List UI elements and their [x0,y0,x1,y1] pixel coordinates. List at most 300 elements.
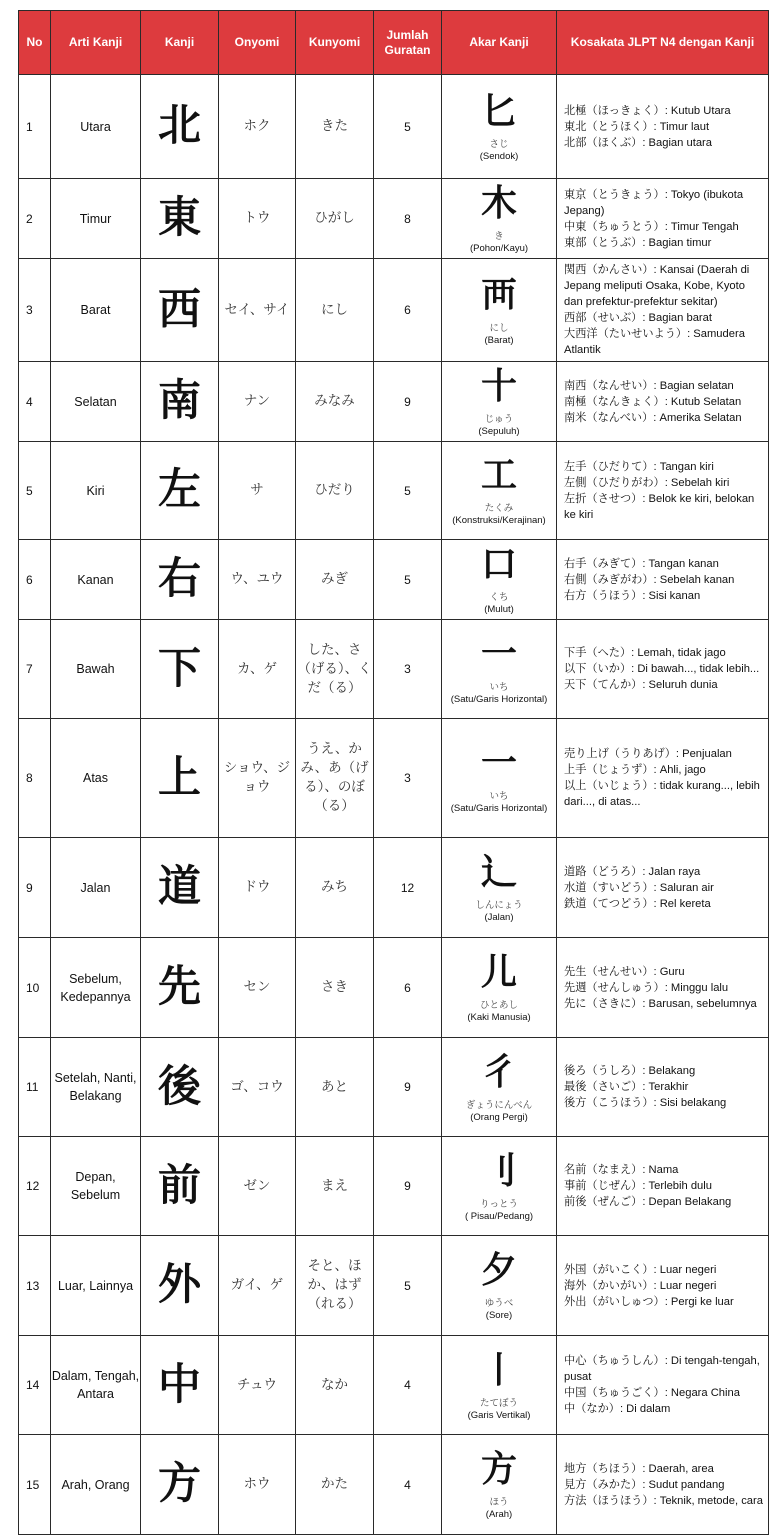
radical-cell [442,719,557,838]
vocab-item [564,677,764,693]
vocab-word: 以上（いじょう） [564,779,654,792]
stroke-count: 3 [374,719,442,838]
vocab-cell [557,838,769,938]
kanji-character: 左 [141,442,219,540]
kunyomi-reading: ひだり [296,442,374,540]
vocab-item [564,103,764,119]
kunyomi-reading: みち [296,838,374,938]
radical-reading: ほう [489,1497,509,1508]
kanji-table [18,10,769,1535]
row-number: 2 [19,179,51,259]
radical-character: 辶 [480,852,517,893]
vocab-word: 道路（どうろ） [564,864,643,878]
vocab-meaning: : Tangan kanan [642,557,719,570]
radical-character: 口 [480,544,517,585]
vocab-meaning: : Barusan, sebelumnya [642,997,757,1010]
radical-reading: りっとう [479,1198,518,1210]
stroke-count: 4 [374,1336,442,1435]
row-number: 8 [19,719,51,838]
vocab-item [564,896,764,912]
vocab-item [564,1095,764,1111]
vocab-meaning: : Belakang [642,1065,696,1077]
radical-cell [442,620,557,719]
radical-cell [442,259,557,362]
kanji-character: 東 [141,179,219,259]
header-kanji: Kanji [141,11,219,75]
kanji-meaning: Luar, Lainnya [51,1236,141,1336]
vocab-item [564,1079,764,1095]
kanji-meaning: Selatan [51,362,141,442]
radical-cell [442,362,557,442]
vocab-item [564,135,764,151]
row-number: 9 [19,838,51,938]
kanji-meaning: Timur [51,179,141,259]
row-number: 12 [19,1137,51,1236]
vocab-item [564,394,764,410]
vocab-item [564,1063,764,1079]
onyomi-reading: サ [219,442,296,540]
row-number: 1 [19,75,51,179]
vocab-item [564,310,764,326]
vocab-word: 方法（ほうほう） [564,1493,654,1507]
radical-cell [442,179,557,259]
row-number: 4 [19,362,51,442]
radical-reading: いち [489,790,509,802]
radical-meaning: (Sepuluh) [478,426,520,437]
radical-meaning: (Mulut) [484,604,514,615]
vocab-meaning: : Minggu lalu [664,981,729,994]
vocab-cell [557,442,769,540]
vocab-cell [557,1137,769,1236]
kanji-meaning: Arah, Orang [51,1435,141,1535]
vocab-word: 先週（せんしゅう） [564,980,665,994]
vocab-meaning: : Sebelah kiri [664,476,730,489]
radical-meaning: (Arah) [485,1509,513,1520]
vocab-cell [557,1236,769,1336]
table-body [19,75,769,1535]
radical-reading: たくみ [484,503,514,514]
kanji-meaning: Kiri [51,442,141,540]
table-row [19,1435,769,1535]
vocab-meaning: : Seluruh dunia [642,679,718,691]
radical-meaning: (Jalan) [484,912,514,923]
vocab-item [564,880,764,896]
radical-meaning: (Garis Vertikal) [467,1409,531,1421]
vocab-meaning: : Bagian utara [642,136,712,149]
vocab-meaning: : Kansai (Daerah di Jepang meliputi Osaka, Kobe, Kyoto dan prefektur-prefektur sekitar) [564,264,750,308]
vocab-word: 左側（ひだりがわ） [564,475,665,489]
vocab-item [564,410,764,426]
onyomi-reading: ホク [219,75,296,179]
vocab-item [564,588,764,604]
vocab-meaning: : Ahli, jago [653,764,706,776]
kanji-character: 南 [141,362,219,442]
radical-reading: ゆうべ [484,1298,514,1309]
header-no: No [19,11,51,75]
header-akar: Akar Kanji [442,11,557,75]
radical-meaning: (Orang Pergi) [470,1111,528,1123]
vocab-meaning: : Kutub Selatan [664,395,742,408]
vocab-word: 右方（うほう） [564,588,643,602]
vocab-word: 前後（ぜんご） [564,1195,643,1208]
radical-reading: き [494,231,504,242]
vocab-meaning: : Bagian timur [642,236,712,249]
table-row [19,259,769,362]
vocab-word: 左折（させつ） [564,491,643,505]
radical-character: 匕 [480,91,517,132]
vocab-word: 名前（なまえ） [564,1163,643,1176]
kanji-meaning: Setelah, Nanti, Belakang [51,1038,141,1137]
table-row [19,75,769,179]
vocab-cell [557,362,769,442]
row-number: 10 [19,938,51,1038]
vocab-meaning: : Kutub Utara [664,104,731,117]
vocab-word: 中心（ちゅうしん） [564,1354,665,1367]
kunyomi-reading: みなみ [296,362,374,442]
vocab-meaning: : Samudera Atlantik [564,328,745,356]
vocab-word: 右手（みぎて） [564,556,643,570]
radical-meaning: ( Pisau/Pedang) [464,1210,534,1222]
vocab-item [564,645,764,661]
stroke-count: 5 [374,1236,442,1336]
kanji-character: 外 [141,1236,219,1336]
vocab-meaning: : Luar negeri [653,1263,717,1276]
vocab-word: 最後（さいご） [564,1080,643,1093]
radical-character: 彳 [480,1051,517,1093]
vocab-word: 水道（すいどう） [564,880,654,894]
radical-cell [442,540,557,620]
vocab-item [564,1162,764,1178]
kunyomi-reading: まえ [296,1137,374,1236]
radical-reading: ひとあし [479,1000,518,1011]
onyomi-reading: ショウ、ジョウ [219,719,296,838]
row-number: 5 [19,442,51,540]
vocab-item [564,119,764,135]
radical-cell [442,1137,557,1236]
vocab-word: 鉄道（てつどう） [564,896,654,910]
vocab-word: 北部（ほくぶ） [564,135,643,149]
vocab-word: 東北（とうほく） [564,119,654,133]
kanji-character: 後 [141,1038,219,1137]
kanji-character: 前 [141,1137,219,1236]
kanji-character: 先 [141,938,219,1038]
vocab-word: 地方（ちほう） [564,1461,643,1475]
radical-meaning: (Konstruksi/Kerajinan) [452,515,546,526]
onyomi-reading: ウ、ユウ [219,540,296,620]
kunyomi-reading: そと、ほか、はず（れる） [296,1236,374,1336]
vocab-item [564,235,764,251]
radical-character: 刂 [480,1150,517,1192]
radical-meaning: (Barat) [484,334,514,346]
vocab-item [564,1194,764,1210]
vocab-meaning: : Jalan raya [642,865,701,878]
vocab-meaning: : Luar negeri [653,1279,717,1292]
kanji-character: 中 [141,1336,219,1435]
vocab-meaning: : Bagian selatan [653,379,734,392]
row-number: 13 [19,1236,51,1336]
vocab-word: 事前（じぜん） [564,1179,643,1192]
vocab-meaning: : Guru [653,965,685,978]
table-row [19,442,769,540]
stroke-count: 5 [374,75,442,179]
radical-meaning: (Kaki Manusia) [467,1012,531,1023]
vocab-item [564,556,764,572]
kunyomi-reading: した、さ（げる）、くだ（る） [296,620,374,719]
vocab-meaning: : Timur Tengah [664,220,739,233]
vocab-meaning: : Terlebih dulu [642,1180,712,1192]
onyomi-reading: トウ [219,179,296,259]
vocab-item [564,778,764,810]
vocab-item [564,1461,764,1477]
stroke-count: 9 [374,362,442,442]
vocab-item [564,459,764,475]
vocab-meaning: : Terakhir [642,1081,689,1093]
radical-cell [442,1336,557,1435]
table-row [19,838,769,938]
radical-character: 十 [480,366,517,407]
vocab-cell [557,719,769,838]
kanji-meaning: Kanan [51,540,141,620]
radical-reading: ぎょうにんべん [465,1099,533,1111]
stroke-count: 12 [374,838,442,938]
vocab-word: 中（なか） [564,1402,620,1415]
onyomi-reading: ナン [219,362,296,442]
kanji-meaning: Sebelum, Kedepannya [51,938,141,1038]
radical-cell [442,442,557,540]
vocab-meaning: : Teknik, metode, cara [653,1494,763,1507]
vocab-word: 海外（かいがい） [564,1278,654,1292]
vocab-item [564,762,764,778]
vocab-word: 後方（こうほう） [564,1096,654,1109]
vocab-item [564,746,764,762]
vocab-word: 中国（ちゅうごく） [564,1386,665,1399]
vocab-cell [557,620,769,719]
vocab-word: 南西（なんせい） [564,378,654,392]
radical-meaning: (Pohon/Kayu) [469,243,529,254]
onyomi-reading: ドウ [219,838,296,938]
vocab-word: 下手（へた） [564,646,632,659]
kunyomi-reading: なか [296,1336,374,1435]
stroke-count: 9 [374,1038,442,1137]
vocab-item [564,980,764,996]
vocab-meaning: : Di dalam [619,1403,671,1415]
radical-cell [442,1236,557,1336]
vocab-item [564,187,764,219]
onyomi-reading: セン [219,938,296,1038]
radical-meaning: (Satu/Garis Horizontal) [450,693,548,705]
table-row [19,620,769,719]
vocab-cell [557,540,769,620]
vocab-meaning: : Penjualan [675,748,732,760]
radical-cell [442,75,557,179]
header-kunyomi: Kunyomi [296,11,374,75]
radical-character: 夕 [480,1250,517,1291]
vocab-item [564,996,764,1012]
vocab-item [564,1278,764,1294]
table-row [19,1137,769,1236]
table-row [19,1336,769,1435]
vocab-meaning: : Saluran air [653,881,714,894]
vocab-meaning: : Timur laut [653,120,710,133]
vocab-item [564,964,764,980]
kanji-character: 方 [141,1435,219,1535]
table-row [19,719,769,838]
radical-character: 方 [480,1449,517,1490]
onyomi-reading: ゴ、コウ [219,1038,296,1137]
vocab-item [564,1294,764,1310]
kanji-character: 西 [141,259,219,362]
radical-cell [442,1038,557,1137]
kanji-meaning: Utara [51,75,141,179]
vocab-cell [557,1038,769,1137]
stroke-count: 9 [374,1137,442,1236]
header-row [19,11,769,75]
stroke-count: 3 [374,620,442,719]
vocab-word: 以下（いか） [564,662,632,675]
vocab-item [564,475,764,491]
radical-reading: くち [489,592,509,603]
kanji-meaning: Bawah [51,620,141,719]
vocab-word: 天下（てんか） [564,678,643,691]
vocab-meaning: : Daerah, area [642,1462,714,1475]
vocab-meaning: : Nama [642,1164,679,1176]
kunyomi-reading: さき [296,938,374,1038]
vocab-meaning: : Di tengah-tengah, pusat [564,1355,760,1383]
radical-character: 工 [480,455,517,496]
vocab-cell [557,1435,769,1535]
vocab-item [564,378,764,394]
vocab-meaning: : Amerika Selatan [653,411,742,424]
kanji-meaning: Barat [51,259,141,362]
vocab-item [564,1178,764,1194]
row-number: 3 [19,259,51,362]
row-number: 15 [19,1435,51,1535]
onyomi-reading: ゼン [219,1137,296,1236]
vocab-meaning: : Sebelah kanan [653,573,735,586]
kanji-meaning: Depan, Sebelum [51,1137,141,1236]
stroke-count: 6 [374,259,442,362]
onyomi-reading: チュウ [219,1336,296,1435]
header-jumlah: Jumlah Guratan [374,11,442,75]
table-row [19,1038,769,1137]
vocab-word: 東部（とうぶ） [564,235,643,249]
onyomi-reading: セイ、サイ [219,259,296,362]
onyomi-reading: ホウ [219,1435,296,1535]
vocab-cell [557,179,769,259]
vocab-word: 南極（なんきょく） [564,394,665,408]
radical-character: 丨 [480,1349,517,1391]
radical-reading: じゅう [484,414,514,425]
vocab-word: 北極（ほっきょく） [564,103,665,117]
radical-character: 儿 [480,952,517,993]
vocab-meaning: : Negara China [664,1387,740,1399]
vocab-meaning: : tidak kurang..., lebih dari..., di atas... [564,780,760,808]
vocab-word: 関西（かんさい） [564,263,654,276]
vocab-meaning: : Rel kereta [653,897,711,910]
vocab-cell [557,259,769,362]
radical-meaning: (Sendok) [479,151,519,162]
vocab-meaning: : Pergi ke luar [664,1295,734,1308]
vocab-word: 左手（ひだりて） [564,459,654,473]
vocab-item [564,572,764,588]
vocab-word: 大西洋（たいせいよう） [564,327,688,340]
table-row [19,1236,769,1336]
kanji-character: 右 [141,540,219,620]
kunyomi-reading: きた [296,75,374,179]
vocab-word: 南米（なんべい） [564,410,654,424]
vocab-word: 見方（みかた） [564,1477,643,1491]
radical-meaning: (Satu/Garis Horizontal) [450,802,548,814]
kanji-character: 北 [141,75,219,179]
vocab-item [564,864,764,880]
radical-character: 一 [480,633,517,675]
kunyomi-reading: うえ、かみ、あ（げる）、のぼ（る） [296,719,374,838]
radical-reading: しんにょう [475,900,523,911]
kanji-meaning: Dalam, Tengah, Antara [51,1336,141,1435]
radical-cell [442,1435,557,1535]
stroke-count: 6 [374,938,442,1038]
kanji-meaning: Jalan [51,838,141,938]
vocab-cell [557,938,769,1038]
table-row [19,362,769,442]
vocab-item [564,219,764,235]
row-number: 14 [19,1336,51,1435]
vocab-item [564,491,764,523]
kunyomi-reading: にし [296,259,374,362]
kanji-character: 道 [141,838,219,938]
vocab-item [564,661,764,677]
kanji-character: 上 [141,719,219,838]
radical-reading: たてぼう [479,1397,518,1409]
table-row [19,938,769,1038]
vocab-meaning: : Sudut pandang [642,1478,725,1491]
vocab-word: 東京（とうきょう） [564,187,665,201]
radical-cell [442,838,557,938]
vocab-word: 先生（せんせい） [564,964,654,978]
stroke-count: 8 [374,179,442,259]
vocab-item [564,1353,764,1385]
radical-reading: いち [489,681,509,693]
header-onyomi: Onyomi [219,11,296,75]
vocab-item [564,262,764,310]
vocab-item [564,1477,764,1493]
table-row [19,179,769,259]
vocab-meaning: : Depan Belakang [642,1196,732,1208]
radical-character: 襾 [480,274,517,316]
vocab-meaning: : Sisi belakang [653,1097,727,1109]
stroke-count: 5 [374,442,442,540]
onyomi-reading: ガイ、ゲ [219,1236,296,1336]
table-row [19,540,769,620]
kanji-character: 下 [141,620,219,719]
vocab-item [564,1262,764,1278]
vocab-meaning: : Sisi kanan [642,589,701,602]
stroke-count: 4 [374,1435,442,1535]
vocab-item [564,1401,764,1417]
onyomi-reading: カ、ゲ [219,620,296,719]
vocab-word: 右側（みぎがわ） [564,572,654,586]
row-number: 11 [19,1038,51,1137]
kunyomi-reading: ひがし [296,179,374,259]
vocab-cell [557,75,769,179]
radical-cell [442,938,557,1038]
kunyomi-reading: あと [296,1038,374,1137]
vocab-cell [557,1336,769,1435]
header-arti: Arti Kanji [51,11,141,75]
vocab-item [564,326,764,358]
vocab-meaning: : Belok ke kiri, belokan ke kiri [564,492,755,521]
vocab-word: 外国（がいこく） [564,1262,654,1276]
